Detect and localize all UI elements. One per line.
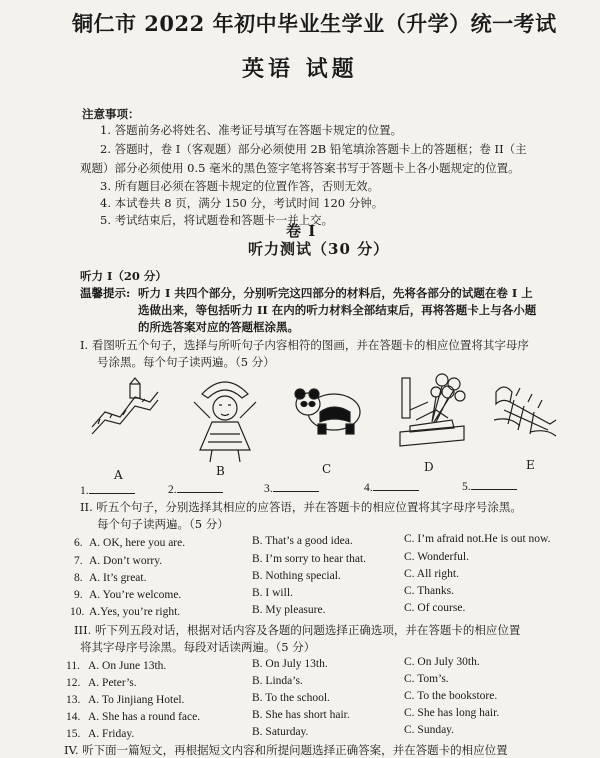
volume-title: 卷 I bbox=[286, 222, 317, 240]
answer-blank[interactable] bbox=[80, 483, 135, 497]
q10-option-a[interactable]: A.Yes, you’re right. bbox=[89, 606, 181, 618]
q12-option-c[interactable]: C. Tom’s. bbox=[404, 673, 449, 685]
q15-option-c[interactable]: C. Sunday. bbox=[404, 724, 455, 736]
picture-label: B bbox=[216, 464, 225, 478]
q12-number: 12. bbox=[66, 677, 81, 689]
q12-option-b[interactable]: B. Linda’s. bbox=[252, 675, 303, 687]
q1-instruction: 号涂黑。每个句子读两遍。（5 分） bbox=[97, 355, 275, 369]
q13-option-a[interactable]: A. To Jinjiang Hotel. bbox=[88, 694, 185, 706]
tip-label: 温馨提示: bbox=[80, 286, 131, 300]
note-item: 观题）部分必须使用 0.5 毫米的黑色签字笔将答案书写于答题卡上各小题规定的位置。 bbox=[80, 161, 520, 175]
opera-figure-picture bbox=[190, 372, 260, 467]
note-item: 3. 所有题目必须在答题卡规定的位置作答，否则无效。 bbox=[100, 179, 380, 193]
note-item: 1. 答题前务必将姓名、准考证号填写在答题卡规定的位置。 bbox=[100, 123, 403, 137]
q1-instruction: I. 看图听五个句子，选择与所听句子内容相符的图画，并在答题卡的相应位置将其字母序 bbox=[80, 338, 529, 352]
answer-blank[interactable] bbox=[364, 480, 419, 494]
q8-option-c[interactable]: C. All right. bbox=[404, 568, 459, 580]
answer-blank[interactable] bbox=[264, 481, 319, 495]
blank-number: 4. bbox=[364, 482, 373, 494]
blank-number: 3. bbox=[264, 483, 273, 495]
q8-option-b[interactable]: B. Nothing special. bbox=[252, 570, 341, 582]
q4-instruction: IV. 听下面一篇短文，再根据短文内容和所提问题选择正确答案，并在答题卡的相应位置 bbox=[64, 743, 508, 757]
note-item: 2. 答题时，卷 I（客观题）部分必须使用 2B 铅笔填涂答题卡上的答题框；卷 II（主 bbox=[100, 142, 527, 156]
blank-number: 2. bbox=[168, 484, 177, 496]
q9-number: 9. bbox=[74, 589, 83, 601]
tip-line: 听力 I 共四个部分，分别听完这四部分的材料后，先将各部分的试题在卷 I 上 bbox=[138, 286, 533, 300]
panda-picture bbox=[290, 382, 366, 438]
q7-number: 7. bbox=[74, 555, 83, 567]
q6-option-b[interactable]: B. That’s a good idea. bbox=[252, 535, 353, 547]
q15-number: 15. bbox=[66, 728, 81, 740]
q2-instruction: II. 听五个句子，分别选择其相应的应答语，并在答题卡的相应位置将其字母序号涂黑。 bbox=[80, 500, 522, 514]
q2-instruction: 每个句子读两遍。（5 分） bbox=[97, 517, 229, 531]
picture-label: A bbox=[114, 468, 123, 482]
q7-option-a[interactable]: A. Don’t worry. bbox=[89, 555, 163, 567]
tip-line: 的所选答案对应的答题框涂黑。 bbox=[138, 320, 299, 334]
answer-blank[interactable] bbox=[168, 482, 223, 496]
note-item: 5. 考试结束后，将试题卷和答题卡一并上交。 bbox=[100, 213, 334, 227]
q6-option-a[interactable]: A. OK, here you are. bbox=[89, 537, 186, 549]
tip-line: 选做出来，等包括听力 II 在内的听力材料全部结束后，再将答题卡上与各小题 bbox=[138, 303, 537, 317]
q7-option-b[interactable]: B. I’m sorry to hear that. bbox=[252, 553, 367, 565]
q10-option-b[interactable]: B. My pleasure. bbox=[252, 604, 326, 616]
q11-option-a[interactable]: A. On June 13th. bbox=[88, 660, 167, 672]
q11-option-b[interactable]: B. On July 13th. bbox=[252, 658, 328, 670]
q13-number: 13. bbox=[66, 694, 81, 706]
q14-number: 14. bbox=[66, 711, 81, 723]
q15-option-b[interactable]: B. Saturday. bbox=[252, 726, 309, 738]
blank-number: 1. bbox=[80, 485, 89, 497]
notes-heading: 注意事项： bbox=[82, 107, 140, 121]
q13-option-b[interactable]: B. To the school. bbox=[252, 692, 330, 704]
picture-label: C bbox=[322, 462, 332, 476]
picture-label: D bbox=[424, 460, 434, 474]
q10-number: 10. bbox=[70, 606, 85, 618]
picture-label: E bbox=[526, 458, 535, 472]
q13-option-c[interactable]: C. To the bookstore. bbox=[404, 690, 498, 702]
q15-option-a[interactable]: A. Friday. bbox=[88, 728, 135, 740]
q14-option-a[interactable]: A. She has a round face. bbox=[88, 711, 201, 723]
q14-option-b[interactable]: B. She has short hair. bbox=[252, 709, 350, 721]
q8-option-a[interactable]: A. It’s great. bbox=[89, 572, 147, 584]
tiananmen-balloons-picture bbox=[392, 370, 472, 450]
answer-blank[interactable] bbox=[462, 479, 517, 493]
great-wall-picture bbox=[90, 372, 160, 442]
note-item: 4. 本试卷共 8 页，满分 150 分，考试时间 120 分钟。 bbox=[100, 196, 384, 210]
subject-title: 英语 试题 bbox=[242, 56, 358, 82]
part-title: 听力测试（30 分） bbox=[248, 240, 390, 258]
q11-number: 11. bbox=[66, 660, 80, 672]
q9-option-b[interactable]: B. I will. bbox=[252, 587, 293, 599]
exam-title: 铜仁市 2022 年初中毕业生学业（升学）统一考试 bbox=[72, 11, 557, 36]
dragon-boat-picture bbox=[490, 380, 560, 440]
q6-option-c[interactable]: C. I’m afraid not.He is out now. bbox=[404, 533, 551, 545]
q7-option-c[interactable]: C. Wonderful. bbox=[404, 551, 469, 563]
q6-number: 6. bbox=[74, 537, 83, 549]
q8-number: 8. bbox=[74, 572, 83, 584]
q12-option-a[interactable]: A. Peter’s. bbox=[88, 677, 137, 689]
q3-instruction: III. 听下列五段对话，根据对话内容及各题的问题选择正确选项，并在答题卡的相应位置 bbox=[74, 623, 521, 637]
blank-number: 5. bbox=[462, 481, 471, 493]
q3-instruction: 将其字母序号涂黑。每段对话读两遍。（5 分） bbox=[80, 640, 316, 654]
q9-option-a[interactable]: A. You’re welcome. bbox=[89, 589, 182, 601]
q14-option-c[interactable]: C. She has long hair. bbox=[404, 707, 500, 719]
q11-option-c[interactable]: C. On July 30th. bbox=[404, 656, 480, 668]
q10-option-c[interactable]: C. Of course. bbox=[404, 602, 466, 614]
listening1-heading: 听力 I（20 分） bbox=[80, 269, 167, 283]
q9-option-c[interactable]: C. Thanks. bbox=[404, 585, 454, 597]
